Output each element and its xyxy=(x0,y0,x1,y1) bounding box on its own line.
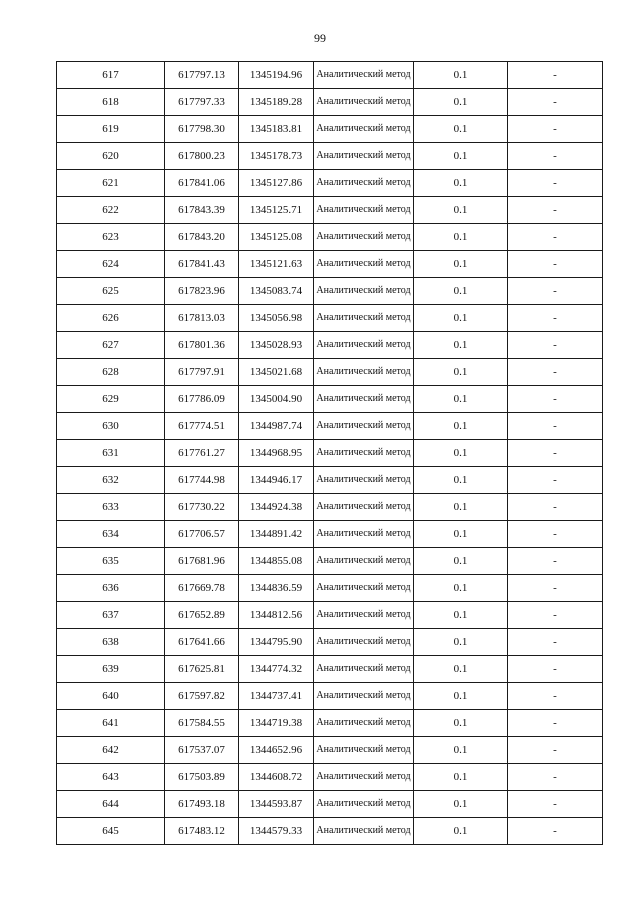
x-coordinate-cell: 617841.06 xyxy=(165,170,239,197)
method-cell: Аналитический метод xyxy=(314,386,414,413)
y-coordinate-cell: 1344608.72 xyxy=(239,764,314,791)
x-coordinate-cell: 617797.91 xyxy=(165,359,239,386)
point-number-cell: 638 xyxy=(57,629,165,656)
accuracy-cell: 0.1 xyxy=(414,62,508,89)
table-row xyxy=(57,764,603,791)
method-cell: Аналитический метод xyxy=(314,440,414,467)
x-coordinate-cell: 617537.07 xyxy=(165,737,239,764)
point-number-cell: 618 xyxy=(57,89,165,116)
point-number-cell: 642 xyxy=(57,737,165,764)
y-coordinate-cell: 1345121.63 xyxy=(239,251,314,278)
accuracy-cell: 0.1 xyxy=(414,791,508,818)
point-number-cell: 633 xyxy=(57,494,165,521)
point-number-cell: 645 xyxy=(57,818,165,845)
x-coordinate-cell: 617823.96 xyxy=(165,278,239,305)
y-coordinate-cell: 1345028.93 xyxy=(239,332,314,359)
point-number-cell: 637 xyxy=(57,602,165,629)
accuracy-cell: 0.1 xyxy=(414,629,508,656)
y-coordinate-cell: 1345125.08 xyxy=(239,224,314,251)
note-cell: - xyxy=(508,62,603,89)
note-cell: - xyxy=(508,710,603,737)
accuracy-cell: 0.1 xyxy=(414,656,508,683)
x-coordinate-cell: 617761.27 xyxy=(165,440,239,467)
point-number-cell: 631 xyxy=(57,440,165,467)
y-coordinate-cell: 1344593.87 xyxy=(239,791,314,818)
x-coordinate-cell: 617744.98 xyxy=(165,467,239,494)
table-row xyxy=(57,818,603,845)
accuracy-cell: 0.1 xyxy=(414,548,508,575)
method-cell: Аналитический метод xyxy=(314,278,414,305)
x-coordinate-cell: 617652.89 xyxy=(165,602,239,629)
y-coordinate-cell: 1344795.90 xyxy=(239,629,314,656)
method-cell: Аналитический метод xyxy=(314,656,414,683)
coordinates-table-body xyxy=(57,62,603,845)
x-coordinate-cell: 617798.30 xyxy=(165,116,239,143)
point-number-cell: 639 xyxy=(57,656,165,683)
table-row xyxy=(57,116,603,143)
note-cell: - xyxy=(508,818,603,845)
point-number-cell: 634 xyxy=(57,521,165,548)
table-row xyxy=(57,548,603,575)
accuracy-cell: 0.1 xyxy=(414,143,508,170)
note-cell: - xyxy=(508,629,603,656)
method-cell: Аналитический метод xyxy=(314,629,414,656)
accuracy-cell: 0.1 xyxy=(414,710,508,737)
point-number-cell: 622 xyxy=(57,197,165,224)
point-number-cell: 626 xyxy=(57,305,165,332)
table-row xyxy=(57,89,603,116)
point-number-cell: 640 xyxy=(57,683,165,710)
table-row xyxy=(57,197,603,224)
note-cell: - xyxy=(508,170,603,197)
accuracy-cell: 0.1 xyxy=(414,683,508,710)
accuracy-cell: 0.1 xyxy=(414,440,508,467)
accuracy-cell: 0.1 xyxy=(414,224,508,251)
table-row xyxy=(57,467,603,494)
x-coordinate-cell: 617483.12 xyxy=(165,818,239,845)
note-cell: - xyxy=(508,413,603,440)
accuracy-cell: 0.1 xyxy=(414,386,508,413)
method-cell: Аналитический метод xyxy=(314,710,414,737)
accuracy-cell: 0.1 xyxy=(414,575,508,602)
note-cell: - xyxy=(508,278,603,305)
note-cell: - xyxy=(508,656,603,683)
table-row xyxy=(57,305,603,332)
point-number-cell: 629 xyxy=(57,386,165,413)
accuracy-cell: 0.1 xyxy=(414,764,508,791)
x-coordinate-cell: 617774.51 xyxy=(165,413,239,440)
point-number-cell: 627 xyxy=(57,332,165,359)
point-number-cell: 632 xyxy=(57,467,165,494)
method-cell: Аналитический метод xyxy=(314,143,414,170)
y-coordinate-cell: 1345125.71 xyxy=(239,197,314,224)
table-row xyxy=(57,656,603,683)
table-row xyxy=(57,737,603,764)
note-cell: - xyxy=(508,224,603,251)
table-row xyxy=(57,62,603,89)
x-coordinate-cell: 617584.55 xyxy=(165,710,239,737)
y-coordinate-cell: 1344987.74 xyxy=(239,413,314,440)
table-row xyxy=(57,386,603,413)
point-number-cell: 644 xyxy=(57,791,165,818)
table-row xyxy=(57,494,603,521)
note-cell: - xyxy=(508,737,603,764)
y-coordinate-cell: 1344855.08 xyxy=(239,548,314,575)
accuracy-cell: 0.1 xyxy=(414,737,508,764)
table-row xyxy=(57,683,603,710)
method-cell: Аналитический метод xyxy=(314,305,414,332)
method-cell: Аналитический метод xyxy=(314,683,414,710)
note-cell: - xyxy=(508,494,603,521)
accuracy-cell: 0.1 xyxy=(414,251,508,278)
y-coordinate-cell: 1345178.73 xyxy=(239,143,314,170)
point-number-cell: 624 xyxy=(57,251,165,278)
x-coordinate-cell: 617706.57 xyxy=(165,521,239,548)
accuracy-cell: 0.1 xyxy=(414,494,508,521)
note-cell: - xyxy=(508,386,603,413)
note-cell: - xyxy=(508,251,603,278)
x-coordinate-cell: 617597.82 xyxy=(165,683,239,710)
accuracy-cell: 0.1 xyxy=(414,413,508,440)
table-row xyxy=(57,521,603,548)
x-coordinate-cell: 617730.22 xyxy=(165,494,239,521)
x-coordinate-cell: 617843.39 xyxy=(165,197,239,224)
table-row xyxy=(57,413,603,440)
note-cell: - xyxy=(508,575,603,602)
point-number-cell: 619 xyxy=(57,116,165,143)
point-number-cell: 628 xyxy=(57,359,165,386)
point-number-cell: 630 xyxy=(57,413,165,440)
accuracy-cell: 0.1 xyxy=(414,521,508,548)
x-coordinate-cell: 617625.81 xyxy=(165,656,239,683)
x-coordinate-cell: 617681.96 xyxy=(165,548,239,575)
table-row xyxy=(57,251,603,278)
method-cell: Аналитический метод xyxy=(314,764,414,791)
y-coordinate-cell: 1345004.90 xyxy=(239,386,314,413)
y-coordinate-cell: 1344652.96 xyxy=(239,737,314,764)
note-cell: - xyxy=(508,602,603,629)
method-cell: Аналитический метод xyxy=(314,467,414,494)
coordinates-table xyxy=(56,61,603,845)
method-cell: Аналитический метод xyxy=(314,332,414,359)
x-coordinate-cell: 617786.09 xyxy=(165,386,239,413)
y-coordinate-cell: 1345056.98 xyxy=(239,305,314,332)
note-cell: - xyxy=(508,683,603,710)
point-number-cell: 623 xyxy=(57,224,165,251)
accuracy-cell: 0.1 xyxy=(414,278,508,305)
note-cell: - xyxy=(508,332,603,359)
point-number-cell: 621 xyxy=(57,170,165,197)
y-coordinate-cell: 1344737.41 xyxy=(239,683,314,710)
note-cell: - xyxy=(508,467,603,494)
table-row xyxy=(57,278,603,305)
table-row xyxy=(57,143,603,170)
note-cell: - xyxy=(508,791,603,818)
note-cell: - xyxy=(508,359,603,386)
note-cell: - xyxy=(508,116,603,143)
note-cell: - xyxy=(508,305,603,332)
y-coordinate-cell: 1344812.56 xyxy=(239,602,314,629)
y-coordinate-cell: 1345083.74 xyxy=(239,278,314,305)
page-number: 99 xyxy=(314,31,326,45)
table-row xyxy=(57,710,603,737)
point-number-cell: 625 xyxy=(57,278,165,305)
method-cell: Аналитический метод xyxy=(314,737,414,764)
table-row xyxy=(57,602,603,629)
y-coordinate-cell: 1344579.33 xyxy=(239,818,314,845)
accuracy-cell: 0.1 xyxy=(414,197,508,224)
table-row xyxy=(57,170,603,197)
note-cell: - xyxy=(508,521,603,548)
method-cell: Аналитический метод xyxy=(314,89,414,116)
x-coordinate-cell: 617800.23 xyxy=(165,143,239,170)
note-cell: - xyxy=(508,197,603,224)
point-number-cell: 617 xyxy=(57,62,165,89)
y-coordinate-cell: 1344968.95 xyxy=(239,440,314,467)
y-coordinate-cell: 1345194.96 xyxy=(239,62,314,89)
note-cell: - xyxy=(508,764,603,791)
y-coordinate-cell: 1344946.17 xyxy=(239,467,314,494)
accuracy-cell: 0.1 xyxy=(414,89,508,116)
method-cell: Аналитический метод xyxy=(314,791,414,818)
method-cell: Аналитический метод xyxy=(314,521,414,548)
y-coordinate-cell: 1345021.68 xyxy=(239,359,314,386)
method-cell: Аналитический метод xyxy=(314,116,414,143)
table-row xyxy=(57,359,603,386)
x-coordinate-cell: 617669.78 xyxy=(165,575,239,602)
method-cell: Аналитический метод xyxy=(314,197,414,224)
method-cell: Аналитический метод xyxy=(314,62,414,89)
point-number-cell: 620 xyxy=(57,143,165,170)
x-coordinate-cell: 617801.36 xyxy=(165,332,239,359)
accuracy-cell: 0.1 xyxy=(414,818,508,845)
method-cell: Аналитический метод xyxy=(314,251,414,278)
method-cell: Аналитический метод xyxy=(314,170,414,197)
accuracy-cell: 0.1 xyxy=(414,467,508,494)
y-coordinate-cell: 1344924.38 xyxy=(239,494,314,521)
point-number-cell: 636 xyxy=(57,575,165,602)
table-row xyxy=(57,575,603,602)
y-coordinate-cell: 1345183.81 xyxy=(239,116,314,143)
table-row xyxy=(57,224,603,251)
accuracy-cell: 0.1 xyxy=(414,116,508,143)
table-row xyxy=(57,332,603,359)
table-row xyxy=(57,440,603,467)
note-cell: - xyxy=(508,440,603,467)
method-cell: Аналитический метод xyxy=(314,575,414,602)
x-coordinate-cell: 617641.66 xyxy=(165,629,239,656)
note-cell: - xyxy=(508,548,603,575)
method-cell: Аналитический метод xyxy=(314,224,414,251)
table-row xyxy=(57,791,603,818)
accuracy-cell: 0.1 xyxy=(414,359,508,386)
x-coordinate-cell: 617841.43 xyxy=(165,251,239,278)
method-cell: Аналитический метод xyxy=(314,494,414,521)
y-coordinate-cell: 1345189.28 xyxy=(239,89,314,116)
x-coordinate-cell: 617813.03 xyxy=(165,305,239,332)
x-coordinate-cell: 617493.18 xyxy=(165,791,239,818)
x-coordinate-cell: 617797.33 xyxy=(165,89,239,116)
point-number-cell: 635 xyxy=(57,548,165,575)
method-cell: Аналитический метод xyxy=(314,413,414,440)
accuracy-cell: 0.1 xyxy=(414,305,508,332)
x-coordinate-cell: 617843.20 xyxy=(165,224,239,251)
y-coordinate-cell: 1344774.32 xyxy=(239,656,314,683)
method-cell: Аналитический метод xyxy=(314,548,414,575)
table-row xyxy=(57,629,603,656)
method-cell: Аналитический метод xyxy=(314,359,414,386)
accuracy-cell: 0.1 xyxy=(414,170,508,197)
y-coordinate-cell: 1344719.38 xyxy=(239,710,314,737)
point-number-cell: 641 xyxy=(57,710,165,737)
method-cell: Аналитический метод xyxy=(314,602,414,629)
accuracy-cell: 0.1 xyxy=(414,602,508,629)
x-coordinate-cell: 617797.13 xyxy=(165,62,239,89)
accuracy-cell: 0.1 xyxy=(414,332,508,359)
point-number-cell: 643 xyxy=(57,764,165,791)
method-cell: Аналитический метод xyxy=(314,818,414,845)
y-coordinate-cell: 1345127.86 xyxy=(239,170,314,197)
y-coordinate-cell: 1344836.59 xyxy=(239,575,314,602)
note-cell: - xyxy=(508,89,603,116)
x-coordinate-cell: 617503.89 xyxy=(165,764,239,791)
note-cell: - xyxy=(508,143,603,170)
y-coordinate-cell: 1344891.42 xyxy=(239,521,314,548)
